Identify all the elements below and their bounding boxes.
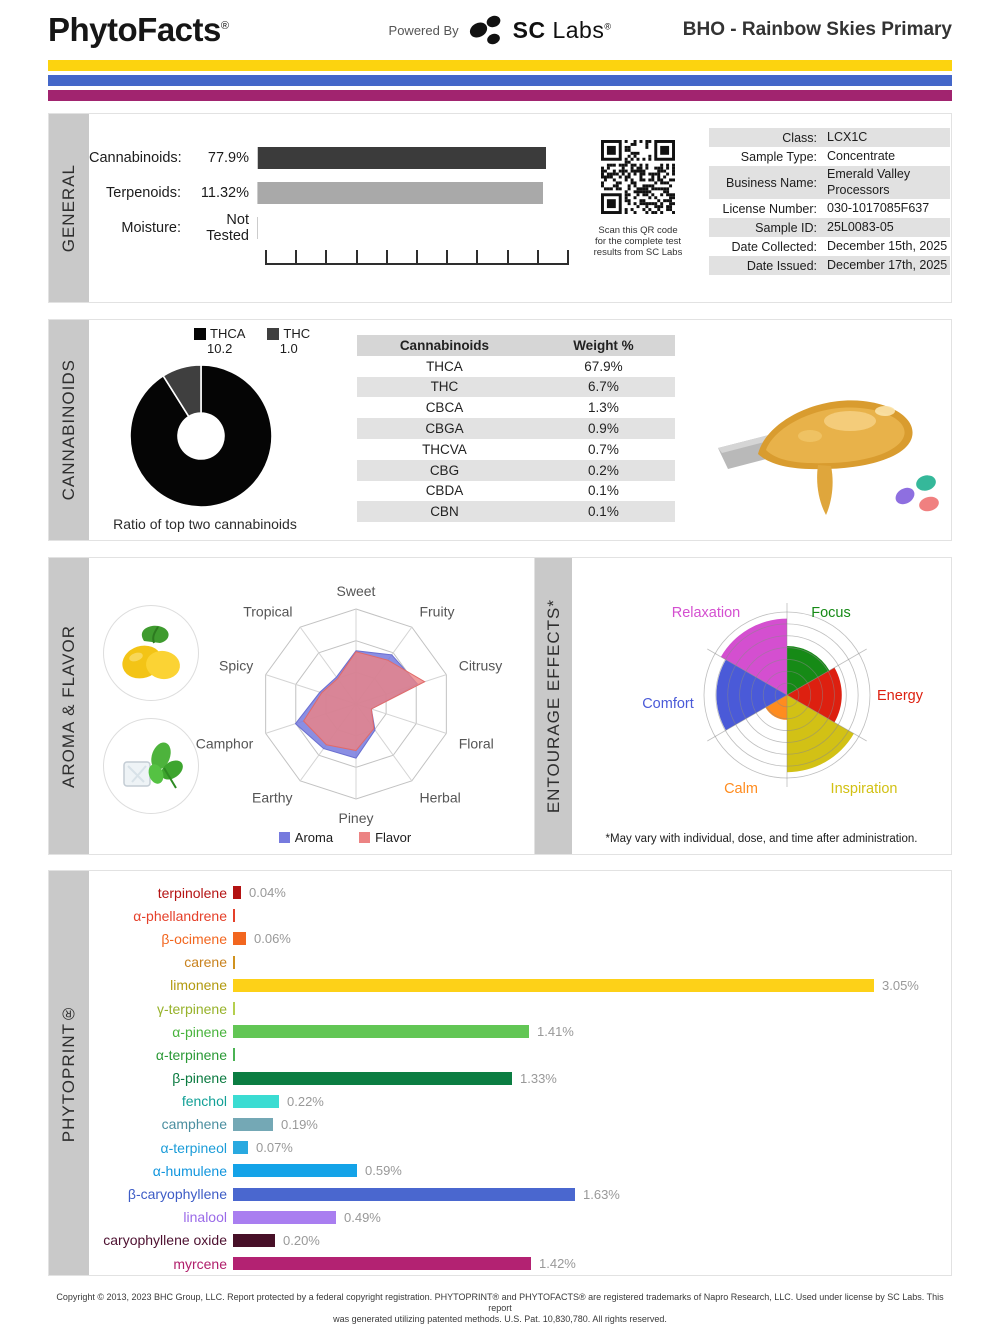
section-entourage-sidebar: [535, 558, 572, 854]
ruler-tick: [476, 250, 478, 263]
thca-swatch: [194, 328, 206, 340]
sample-info-table: [709, 128, 950, 275]
ruler-tick: [537, 250, 539, 263]
radar-axis-label: Citrusy: [458, 657, 503, 674]
qr-block: [586, 140, 690, 258]
cannabinoid-weight: 1.3%: [588, 400, 619, 416]
info-label: Sample Type:: [740, 149, 817, 164]
section-entourage-label: ENTOURAGE EFFECTS*: [543, 598, 563, 814]
cannabinoid-row: [357, 439, 675, 460]
terpene-name: β-pinene: [172, 1070, 227, 1087]
info-row: [709, 218, 950, 237]
info-value: 030-1017085F637: [827, 200, 930, 215]
terpene-row: [89, 1206, 951, 1229]
cannabinoid-name: CBG: [429, 462, 460, 478]
terpene-name: α-terpineol: [160, 1139, 227, 1156]
terpene-bar: [233, 956, 235, 969]
section-phytoprint: [48, 870, 952, 1276]
qr-code: [601, 140, 675, 214]
cannabinoid-weight: 0.1%: [588, 504, 619, 520]
terpene-value: 0.49%: [344, 1209, 381, 1225]
terpene-value: 1.63%: [583, 1186, 620, 1202]
terpene-bar: [233, 1257, 531, 1270]
section-entourage: [535, 557, 952, 855]
terpene-bar: [233, 1048, 235, 1061]
section-cannabinoids-content: [89, 320, 951, 540]
metric-bar-zone: [257, 182, 561, 204]
stripe-yellow: [48, 60, 952, 71]
info-row: [709, 166, 950, 199]
radar-axis-label: Floral: [458, 735, 494, 752]
metric-bar: [258, 182, 543, 204]
terpene-row: [89, 997, 951, 1020]
radar-axis-label: Earthy: [252, 789, 293, 806]
info-row: [709, 256, 950, 275]
ruler-tick: [295, 250, 297, 263]
brand-text: PhytoFacts: [48, 11, 221, 48]
phytofacts-logo: [48, 11, 228, 49]
lab-mark-teal-oval: [914, 473, 937, 493]
section-phytoprint-label: PHYTOPRINT®: [59, 1003, 78, 1143]
brand-stripes: [48, 60, 952, 101]
sclabs-registered-mark: ®: [604, 20, 612, 31]
donut-caption: Ratio of top two cannabinoids: [113, 516, 297, 532]
radar-axis-label: Herbal: [419, 789, 461, 806]
aroma-swatch: [279, 832, 290, 843]
terpene-value: 0.22%: [287, 1093, 324, 1109]
radar-legend: [189, 830, 501, 845]
terpene-bar: [233, 909, 235, 922]
info-label: Sample ID:: [755, 220, 817, 235]
flavor-label: Flavor: [375, 830, 412, 845]
radar-axis-label: Spicy: [219, 657, 254, 674]
ruler-tick: [325, 250, 327, 263]
terpene-row: [89, 1229, 951, 1252]
flavor-swatch: [359, 832, 370, 843]
thca-ratio: 10.2: [207, 341, 233, 356]
aroma-label: Aroma: [294, 830, 334, 845]
terpene-value: 1.41%: [537, 1024, 574, 1040]
terpene-bar: [233, 932, 246, 945]
info-label: Class:: [782, 130, 817, 145]
metric-name: Terpenoids:: [106, 185, 181, 201]
sclabs-logo-icon: [468, 14, 504, 46]
section-entourage-content: [572, 558, 951, 854]
cannabinoid-weight: 67.9%: [584, 358, 623, 374]
section-cannabinoids-label: CANNABINOIDS: [59, 359, 78, 501]
radar-axis-label: Sweet: [336, 583, 376, 599]
terpene-name: camphene: [161, 1116, 227, 1133]
ruler-tick: [567, 250, 569, 263]
terpene-name: α-terpinene: [155, 1046, 227, 1063]
section-aroma-sidebar: [49, 558, 89, 854]
thc-ratio: 1.0: [279, 341, 298, 356]
effect-label-inspiration: Inspiration: [830, 781, 898, 797]
entourage-footnote: *May vary with individual, dose, and time after administration.: [605, 833, 918, 845]
info-row: [709, 199, 950, 218]
metric-value: 77.9%: [207, 150, 249, 166]
thc-label: THC: [283, 326, 311, 341]
terpene-bar: [233, 1095, 279, 1108]
cannabinoid-name: THC: [430, 379, 459, 395]
terpene-value: 0.19%: [281, 1116, 318, 1132]
terpene-value: 3.05%: [882, 977, 919, 993]
info-label: License Number:: [722, 201, 817, 216]
cannabinoid-weight: 6.7%: [588, 379, 619, 395]
thc-swatch: [267, 328, 279, 340]
terpene-value: 0.59%: [365, 1163, 402, 1179]
general-metric-row: [89, 147, 561, 169]
terpene-row: [89, 1020, 951, 1043]
cannabinoid-name: THCVA: [422, 441, 467, 457]
terpene-row: [89, 1159, 951, 1182]
cannabinoid-name: CBCA: [425, 400, 464, 416]
scale-ruler: [265, 251, 569, 265]
terpene-bar: [233, 979, 874, 992]
ruler-tick: [265, 250, 267, 263]
terpene-bars: [89, 881, 951, 1275]
terpene-name: terpinolene: [157, 884, 227, 901]
effect-label-relaxation: Relaxation: [671, 605, 741, 621]
legend-item-aroma: [279, 830, 333, 845]
terpene-bar: [233, 1234, 275, 1247]
general-metric-row: [89, 212, 561, 244]
section-general-label: GENERAL: [59, 163, 78, 253]
terpene-name: myrcene: [173, 1255, 227, 1272]
ruler-tick: [386, 250, 388, 263]
section-cannabinoids: [48, 319, 952, 541]
terpene-bar: [233, 1211, 336, 1224]
cannabinoid-weight: 0.1%: [588, 483, 619, 499]
lemon-illustration: [114, 621, 188, 685]
terpene-row: [89, 1067, 951, 1090]
cannabinoid-name: CBGA: [425, 421, 464, 437]
terpene-value: 0.20%: [283, 1232, 320, 1248]
footer-line-1: Copyright © 2013, 2023 BHC Group, LLC. Report protected by a federal copyright registration. PHYTOPRINT® and PHYTOFACTS® are registered trademarks of Napro Research, LLC. Used under license by SC Labs. This report: [56, 1292, 944, 1313]
ruler-tick: [446, 250, 448, 263]
section-aroma-content: [89, 558, 503, 854]
cannabinoid-row: [357, 481, 675, 502]
qr-caption: [586, 225, 690, 258]
radar-axis-label: Tropical: [243, 603, 293, 620]
section-general-sidebar: [49, 114, 89, 302]
terpene-row: [89, 1113, 951, 1136]
terpene-row: [89, 1090, 951, 1113]
cannabinoid-row: [357, 397, 675, 418]
terpene-bar: [233, 1188, 575, 1201]
general-metrics: [89, 147, 561, 252]
effect-label-calm: Calm: [724, 781, 758, 797]
powered-by-group: [389, 14, 612, 46]
stripe-blue: [48, 75, 952, 86]
terpene-name: carene: [184, 954, 227, 971]
sclabs-wordmark: [513, 17, 612, 44]
ruler-tick: [356, 250, 358, 263]
terpene-bar: [233, 1002, 235, 1015]
terpene-name: α-pinene: [172, 1023, 227, 1040]
aroma-flavor-radar-chart: [195, 564, 513, 840]
cannabinoid-row: [357, 377, 675, 398]
terpene-row: [89, 881, 951, 904]
metric-bar: [258, 147, 546, 169]
terpene-row: [89, 1182, 951, 1205]
terpene-row: [89, 974, 951, 997]
legend-item-thc: [267, 326, 310, 356]
effect-label-focus: Focus: [811, 605, 851, 621]
metric-name: Moisture:: [121, 220, 181, 236]
cannabinoid-weight: 0.9%: [588, 421, 619, 437]
terpene-bar: [233, 1025, 529, 1038]
qr-caption-line: results from SC Labs: [593, 247, 683, 258]
info-value: Emerald Valley Processors: [827, 167, 911, 197]
terpene-name: fenchol: [181, 1093, 227, 1110]
terpene-row: [89, 951, 951, 974]
cannabinoid-name: THCA: [426, 358, 463, 374]
ruler-tick: [416, 250, 418, 263]
ruler-tick: [507, 250, 509, 263]
terpene-name: linalool: [183, 1209, 227, 1226]
blob-highlight-2: [798, 430, 822, 442]
terpene-name: β-ocimene: [161, 930, 227, 947]
cannabinoid-weight: 0.2%: [588, 462, 619, 478]
cannabinoid-name: CBDA: [425, 483, 464, 499]
cannabinoid-row: [357, 501, 675, 522]
header-cannabinoids: Cannabinoids: [399, 337, 490, 353]
info-label: Business Name:: [725, 175, 817, 190]
section-phytoprint-sidebar: [49, 871, 89, 1275]
ratio-donut-chart: [125, 360, 277, 512]
metric-value: Not Tested: [206, 212, 249, 244]
terpene-row: [89, 1252, 951, 1275]
cannabinoid-name: CBN: [430, 504, 459, 520]
concentrate-drip: [817, 465, 833, 515]
terpene-name: limonene: [170, 977, 227, 994]
radar-axis-label: Camphor: [195, 735, 254, 752]
qr-caption-line: for the complete test: [594, 236, 682, 247]
terpene-bar: [233, 1141, 248, 1154]
terpene-bar: [233, 1118, 273, 1131]
lab-mark-purple-oval: [893, 485, 918, 508]
cannabinoid-table-header: [357, 335, 675, 356]
sample-photo: [700, 336, 950, 526]
cannabinoid-weight: 0.7%: [588, 441, 619, 457]
terpene-name: γ-terpinene: [156, 1000, 227, 1017]
info-row: [709, 128, 950, 147]
terpene-row: [89, 1136, 951, 1159]
cannabinoid-row: [357, 356, 675, 377]
info-value: LCX1C: [827, 129, 868, 144]
radar-axis-label: Piney: [338, 810, 374, 826]
info-row: [709, 237, 950, 256]
radar-series-flavor: [304, 652, 425, 751]
section-phytoprint-content: [89, 871, 951, 1275]
cannabinoid-row: [357, 418, 675, 439]
terpene-value: 0.07%: [256, 1140, 293, 1156]
terpene-name: α-humulene: [152, 1162, 227, 1179]
blob-highlight-3: [875, 406, 895, 416]
mint-ice-image: [103, 718, 199, 814]
terpene-value: 0.04%: [249, 885, 286, 901]
footer-line-2: was generated utilizing patented methods. U.S. Pat. 10,830,780. All rights reserved.: [333, 1314, 667, 1324]
terpene-row: [89, 927, 951, 950]
terpene-bar: [233, 1164, 357, 1177]
lemon-leaf: [142, 626, 169, 643]
info-value: 25L0083-05: [827, 219, 894, 234]
stripe-magenta: [48, 90, 952, 101]
section-general-content: [89, 114, 951, 302]
lab-mark-salmon-oval: [918, 495, 941, 514]
header: [48, 0, 952, 60]
terpene-name: β-caryophyllene: [127, 1186, 227, 1203]
header-weight: Weight %: [573, 337, 634, 353]
metric-value: 11.32%: [200, 185, 249, 201]
info-value: Concentrate: [827, 148, 896, 163]
donut-legend: [194, 326, 310, 356]
brand-registered-mark: ®: [220, 20, 229, 32]
section-cannabinoids-sidebar: [49, 320, 89, 540]
powered-by-label: Powered By: [388, 22, 459, 38]
mint-illustration: [114, 734, 188, 798]
radar-axis-label: Fruity: [419, 603, 455, 620]
report-title: BHO - Rainbow Skies Primary: [682, 19, 952, 40]
legend-item-thca: [194, 326, 245, 356]
info-label: Date Issued:: [746, 258, 817, 273]
effect-label-energy: Energy: [877, 688, 923, 704]
section-aroma-label: AROMA & FLAVOR: [59, 624, 78, 788]
legend-item-flavor: [359, 830, 411, 845]
section-general: [48, 113, 952, 303]
aroma-entourage-row: [48, 557, 952, 855]
cannabinoid-table: [357, 335, 675, 522]
terpene-value: 1.33%: [520, 1070, 557, 1086]
terpene-row: [89, 1043, 951, 1066]
sclabs-rest: Labs: [545, 16, 605, 43]
terpene-value: 0.06%: [254, 931, 291, 947]
lemon-image: [103, 605, 199, 701]
general-metric-row: [89, 182, 561, 204]
effect-label-comfort: Comfort: [642, 696, 694, 712]
terpene-bar: [233, 1072, 512, 1085]
terpene-row: [89, 904, 951, 927]
sclabs-bold: SC: [512, 16, 546, 43]
thca-label: THCA: [210, 326, 246, 341]
metric-bar-zone: [257, 217, 561, 239]
info-value: December 17th, 2025: [827, 257, 948, 272]
qr-caption-line: Scan this QR code: [598, 225, 678, 236]
info-label: Date Collected:: [731, 239, 817, 254]
metric-name: Cannabinoids:: [89, 150, 182, 166]
section-aroma-flavor: [48, 557, 535, 855]
info-value: December 15th, 2025: [827, 238, 948, 253]
cannabinoid-row: [357, 460, 675, 481]
terpene-name: α-phellandrene: [133, 907, 227, 924]
blob-highlight: [824, 411, 876, 431]
terpene-bar: [233, 886, 241, 899]
entourage-polar-chart: [612, 561, 952, 841]
metric-bar-zone: [257, 147, 561, 169]
terpene-value: 1.42%: [539, 1256, 576, 1272]
terpene-name: caryophyllene oxide: [103, 1232, 227, 1249]
info-row: [709, 147, 950, 166]
